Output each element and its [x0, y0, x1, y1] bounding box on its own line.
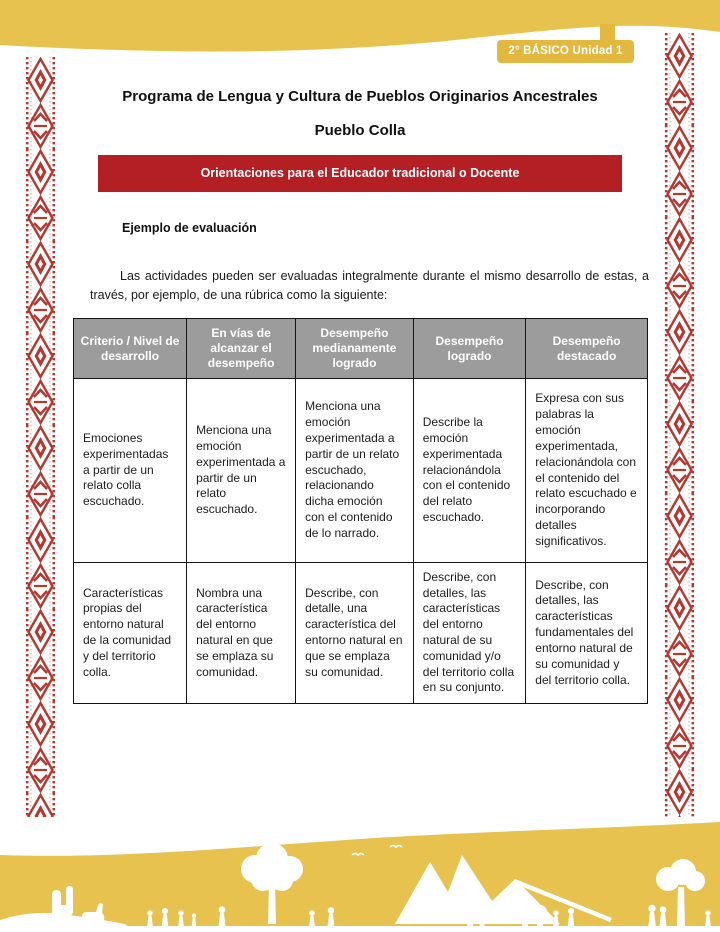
cell-r1c3: Menciona una emoción experimentada a partir de un relato escuchado, relacionando dicha emoción con el contenido de lo narrado. — [296, 379, 414, 563]
cell-criterio-1: Emociones experimentadas a partir de un relato colla escuchado. — [74, 379, 187, 563]
unit-badge: 2° BÁSICO Unidad 1 — [497, 40, 634, 63]
intro-paragraph: Las actividades pueden ser evaluadas integralmente durante el mismo desarrollo de estas, a través, por ejemplo, de una rúbrica como la siguiente: — [90, 268, 649, 302]
cell-r2c4: Describe, con detalles, las características del entorno natural de su comunidad y/o del territorio colla en su conjunto. — [413, 563, 526, 704]
col-header-criterio: Criterio / Nivel de desarrollo — [74, 319, 187, 379]
page-title: Programa de Lengua y Cultura de Pueblos Originarios Ancestrales — [122, 88, 598, 105]
rubric-header-row — [74, 319, 648, 379]
page-subtitle: Pueblo Colla — [314, 122, 406, 139]
right-border-pattern — [664, 33, 695, 821]
cell-r2c5: Describe, con detalles, las características fundamentales del entorno natural de su comunidad y del territorio colla. — [526, 563, 648, 704]
col-header-logrado: Desempeño logrado — [413, 319, 526, 379]
left-border-pattern — [25, 57, 56, 843]
col-header-en-vias: En vías de alcanzar el desempeño — [187, 319, 296, 379]
cell-r1c5: Expresa con sus palabras la emoción experimentada, relacionándola con el contenido del relato escuchado e incorporando detalles significativos. — [526, 379, 648, 563]
rubric-table — [73, 318, 648, 704]
evaluation-heading: Ejemplo de evaluación — [122, 221, 257, 235]
footer-landscape-art — [0, 817, 720, 932]
cell-r2c2: Nombra una característica del entorno natural en que se emplaza su comunidad. — [187, 563, 296, 704]
cell-r1c4: Describe la emoción experimentada relacionándola con el contenido del relato escuchado. — [413, 379, 526, 563]
cell-criterio-2: Características propias del entorno natural de la comunidad y del territorio colla. — [74, 563, 187, 704]
section-banner: Orientaciones para el Educador tradicional o Docente — [98, 155, 622, 192]
cell-r1c2: Menciona una emoción experimentada a partir de un relato escuchado. — [187, 379, 296, 563]
col-header-destacado: Desempeño destacado — [526, 319, 648, 379]
table-row — [74, 563, 648, 704]
cell-r2c3: Describe, con detalle, una característica del entorno natural en que se emplaza su comunidad. — [296, 563, 414, 704]
col-header-medianamente: Desempeño medianamente logrado — [296, 319, 414, 379]
table-row — [74, 379, 648, 563]
